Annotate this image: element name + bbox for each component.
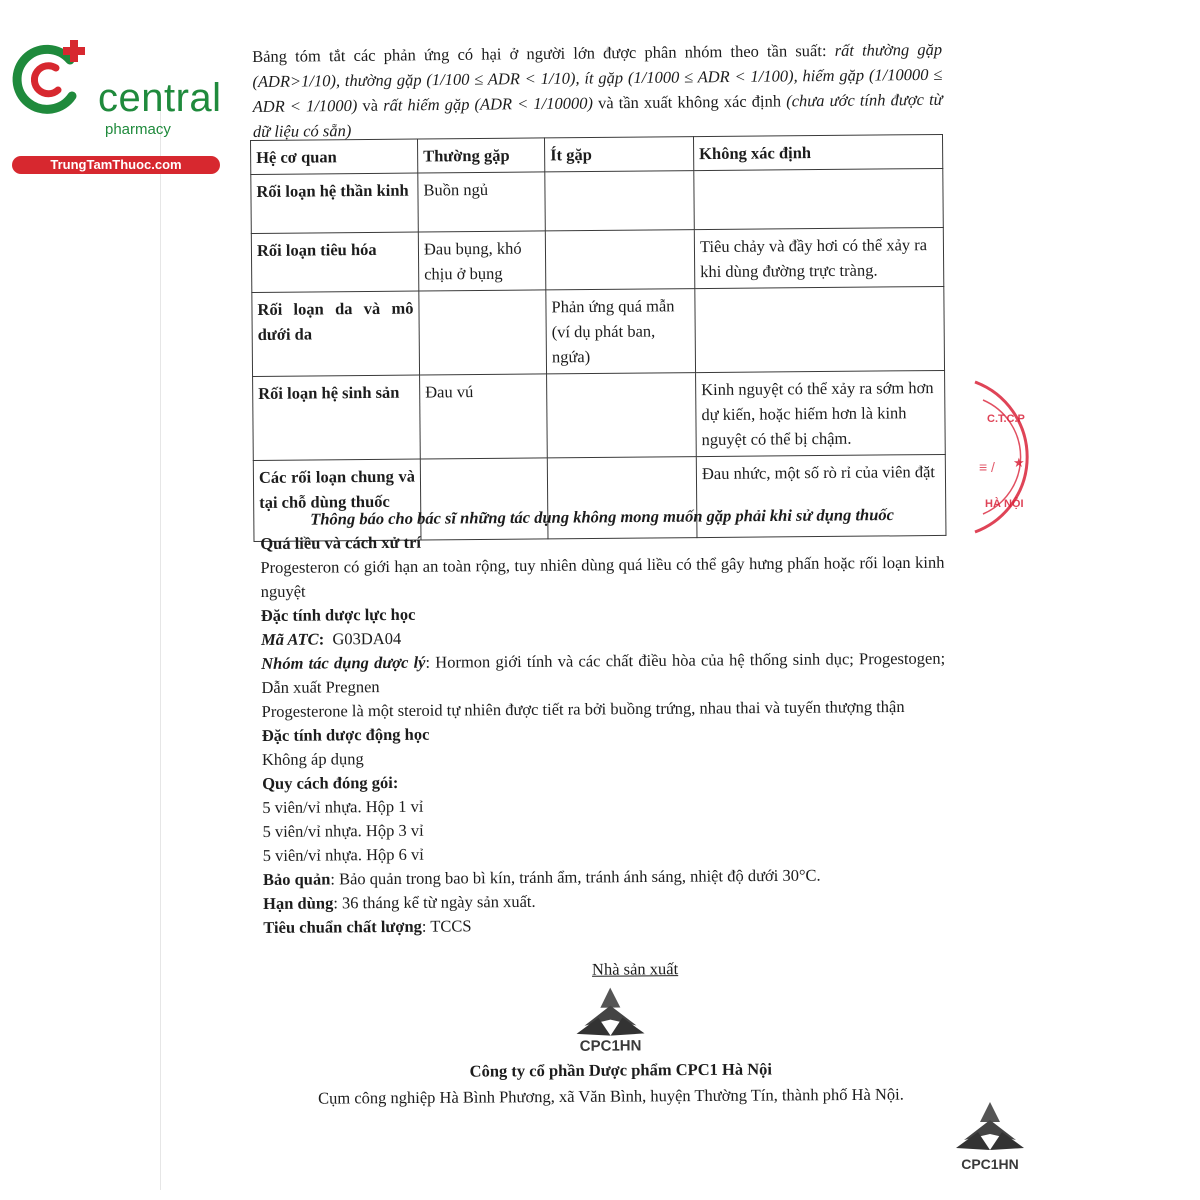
table-cell — [419, 290, 547, 375]
intro-frequency-2: rất hiếm gặp (ADR < 1/10000) — [383, 93, 594, 115]
table-cell: Rối loạn da và mô dưới da — [252, 291, 420, 376]
logo-subtitle: pharmacy — [105, 121, 171, 138]
manufacturer-label: Nhà sản xuất — [591, 959, 679, 979]
logo-brand: central — [98, 76, 222, 120]
pharmacologic-group-line: Nhóm tác dụng dược lý: Hormon giới tính và các chất điều hòa của hệ thống sinh dục; Progestogen; Dẫn xuất Pregnen — [261, 648, 946, 697]
intro-frequency-1: rất thường gặp (ADR>1/10), thường gặp (1/100 ≤ ADR < 1/10), ít gặp (1/1000 ≤ ADR < 1/100), hiếm gặp (1/10000 ≤ ADR < 1/1000) — [252, 39, 943, 116]
standard-label: Tiêu chuẩn chất lượng — [263, 916, 422, 937]
packaging-item: 5 viên/vỉ nhựa. Hộp 6 vỉ — [262, 844, 424, 865]
atc-label: Mã ATC — [260, 629, 319, 649]
standard-value: TCCS — [430, 916, 472, 936]
packaging-item: 5 viên/vỉ nhựa. Hộp 3 vỉ — [262, 820, 424, 841]
table-cell — [694, 168, 944, 229]
table-cell — [545, 171, 695, 231]
svg-text:≡ /: ≡ / — [979, 459, 995, 475]
adr-table — [250, 134, 946, 542]
manufacturer-block — [270, 955, 951, 1112]
header-uncommon: Ít gặp — [544, 137, 693, 172]
group-label: Nhóm tác dụng dược lý — [261, 652, 426, 673]
table-cell: Rối loạn hệ sinh sản — [253, 375, 421, 460]
packaging-heading: Quy cách đóng gói: — [262, 772, 399, 793]
corner-cpc1hn-logo — [950, 1100, 1030, 1180]
table-cell: Đau nhức, một số rò rỉ của viên đặt — [696, 454, 946, 537]
table-row — [252, 286, 945, 376]
table-row — [253, 370, 946, 460]
standard-line: Tiêu chuẩn chất lượng: TCCS — [263, 916, 472, 937]
header-unknown: Không xác định — [693, 134, 942, 170]
overdose-text: Progesteron có giới hạn an toàn rộng, tuy nhiên dùng quá liều có thể gây hưng phấn hoặc rối loạn kinh nguyệt — [260, 552, 945, 601]
expiry-label: Hạn dùng — [263, 893, 334, 913]
atc-value: G03DA04 — [332, 628, 402, 649]
table-cell: Buồn ngủ — [418, 172, 546, 232]
table-cell — [545, 230, 695, 290]
manufacturer-company: Công ty cổ phần Dược phẩm CPC1 Hà Nội — [469, 1059, 772, 1081]
pharmacodynamics-heading: Đặc tính dược lực học — [260, 604, 416, 625]
manufacturer-address: Cụm công nghiệp Hà Bình Phương, xã Văn Bình, huyện Thường Tín, thành phố Hà Nội. — [318, 1084, 904, 1108]
overdose-heading: Quá liều và cách xử trí — [260, 532, 422, 553]
pharmacy-cross-icon — [10, 38, 100, 118]
table-cell: Rối loạn tiêu hóa — [251, 232, 419, 292]
expiry-value: 36 tháng kể từ ngày sản xuất. — [341, 891, 536, 913]
atc-line: Mã ATC: G03DA04 — [260, 628, 402, 649]
adr-intro — [252, 37, 943, 144]
table-cell: Kinh nguyệt có thể xảy ra sớm hơn dự kiến, hoặc hiếm hơn là kinh nguyệt có thể bị chậm. — [696, 370, 946, 456]
table-cell: Tiêu chảy và đầy hơi có thể xảy ra khi dùng đường trực tràng. — [694, 227, 944, 288]
intro-connector-2: và tần xuất không xác định — [592, 91, 787, 113]
table-row — [251, 168, 943, 233]
central-pharmacy-logo[interactable] — [10, 38, 222, 172]
header-common: Thường gặp — [417, 138, 544, 173]
logo-website[interactable]: TrungTamThuoc.com — [12, 156, 220, 174]
intro-plain: Bảng tóm tắt các phản ứng có hại ở người lớn được phân nhóm theo tần suất: — [252, 40, 835, 66]
page-edge — [160, 100, 161, 1190]
corner-logo-text: CPC1HN — [961, 1156, 1019, 1172]
header-organ-system: Hệ cơ quan — [251, 139, 418, 174]
intro-connector: và — [357, 95, 384, 115]
svg-text:C.T.C.P: C.T.C.P — [987, 413, 1025, 425]
table-cell: Rối loạn hệ thần kinh — [251, 173, 419, 233]
table-cell: Phản ứng quá mẫn (ví dụ phát ban, ngứa) — [546, 289, 696, 374]
table-cell: Đau vú — [420, 374, 548, 459]
document-body — [260, 503, 947, 940]
table-cell: Các rối loạn chung và tại chỗ dùng thuốc — [253, 459, 421, 541]
cpc1hn-logo — [570, 985, 651, 1058]
company-stamp-icon — [965, 372, 1035, 542]
svg-text:HÀ NỘI: HÀ NỘI — [985, 498, 1024, 510]
pharmacodynamics-text: Progesterone là một steroid tự nhiên được tiết ra bởi buồng trứng, nhau thai và tuyến thượng thận — [261, 696, 905, 721]
cpc1hn-logo-text: CPC1HN — [579, 1037, 642, 1055]
intro-note: (chưa ước tính được từ dữ liệu có sẵn) — [252, 89, 943, 141]
pharmacokinetics-text: Không áp dụng — [261, 749, 364, 769]
packaging-item: 5 viên/vỉ nhựa. Hộp 1 vỉ — [262, 796, 424, 817]
storage-line: Bảo quản: Bảo quản trong bao bì kín, tránh ẩm, tránh ánh sáng, nhiệt độ dưới 30°C. — [262, 865, 821, 889]
storage-label: Bảo quản — [262, 869, 331, 889]
svg-text:★: ★ — [1013, 455, 1025, 470]
table-cell — [547, 373, 697, 458]
table-row — [251, 227, 943, 292]
lotus-logo-icon — [570, 985, 650, 1042]
table-cell — [695, 286, 945, 372]
group-value: Hormon giới tính và các chất điều hòa của hệ thống sinh dục; Progestogen; Dẫn xuất Pregnen — [261, 648, 946, 697]
expiry-line: Hạn dùng: 36 tháng kể từ ngày sản xuất. — [263, 891, 536, 913]
corner-lotus-icon — [950, 1100, 1030, 1156]
table-cell: Đau bụng, khó chịu ở bụng — [418, 231, 546, 291]
pharmacokinetics-heading: Đặc tính dược động học — [261, 724, 430, 745]
notice-text: Thông báo cho bác sĩ những tác dụng không mong muốn gặp phải khi sử dụng thuốc — [310, 505, 894, 529]
storage-value: Bảo quản trong bao bì kín, tránh ẩm, tránh ánh sáng, nhiệt độ dưới 30°C. — [338, 865, 821, 889]
